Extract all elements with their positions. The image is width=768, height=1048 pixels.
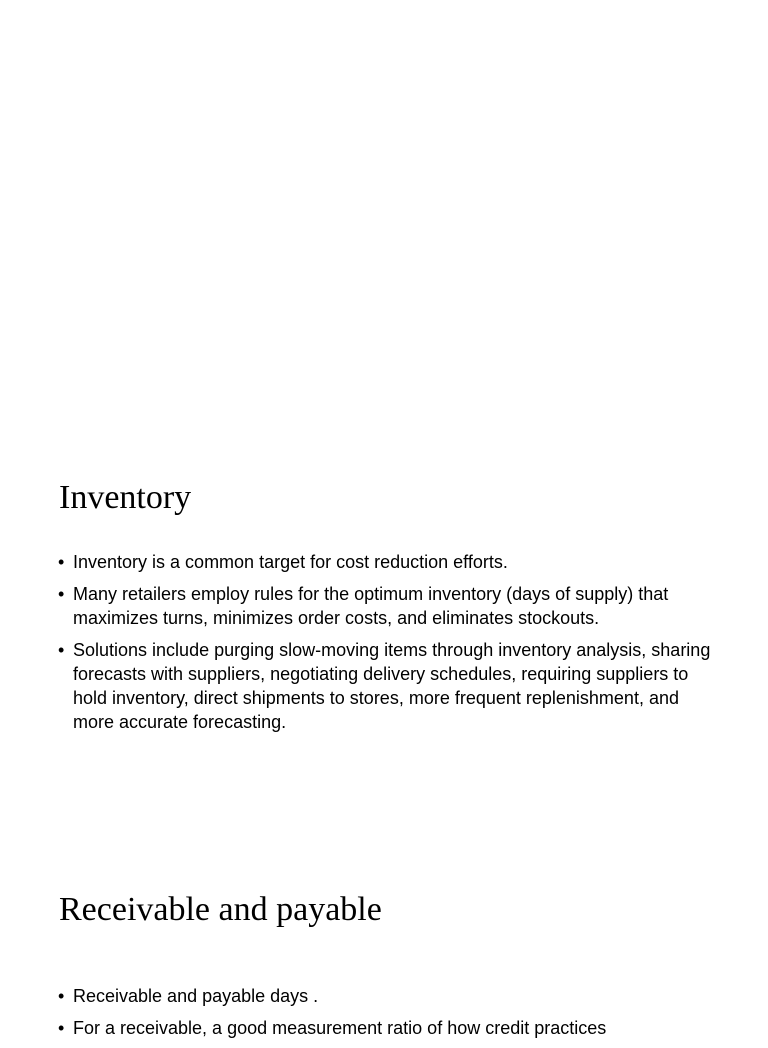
bullet-list [58, 984, 718, 1048]
bullet-list [58, 550, 718, 742]
bullet-icon: • [58, 584, 65, 604]
slide-title: Inventory [59, 479, 192, 516]
bullet-text: Solutions include purging slow-moving items through inventory analysis, sharing forecasts with suppliers, negotiating delivery schedules, requiring suppliers to hold inventory, direct shipments to stores, more frequent replenishment, and more accurate forecasting. [73, 640, 711, 732]
bullet-text: Many retailers employ rules for the optimum inventory (days of supply) that maximizes turns, minimizes order costs, and eliminates stockouts. [73, 584, 669, 628]
bullet-icon: • [58, 640, 65, 660]
bullet-icon: • [58, 1018, 65, 1038]
bullet-item [58, 984, 718, 1008]
bullet-text: For a receivable, a good measurement ratio of how credit practices [73, 1018, 607, 1038]
slide-title: Receivable and payable [59, 891, 382, 928]
bullet-icon: • [58, 986, 65, 1006]
bullet-item [58, 1016, 718, 1040]
bullet-item [58, 582, 718, 630]
bullet-text: Receivable and payable days . [73, 986, 319, 1006]
bullet-item [58, 550, 718, 574]
bullet-icon: • [58, 552, 65, 572]
bullet-item [58, 638, 718, 734]
bullet-text: Inventory is a common target for cost reduction efforts. [73, 552, 508, 572]
